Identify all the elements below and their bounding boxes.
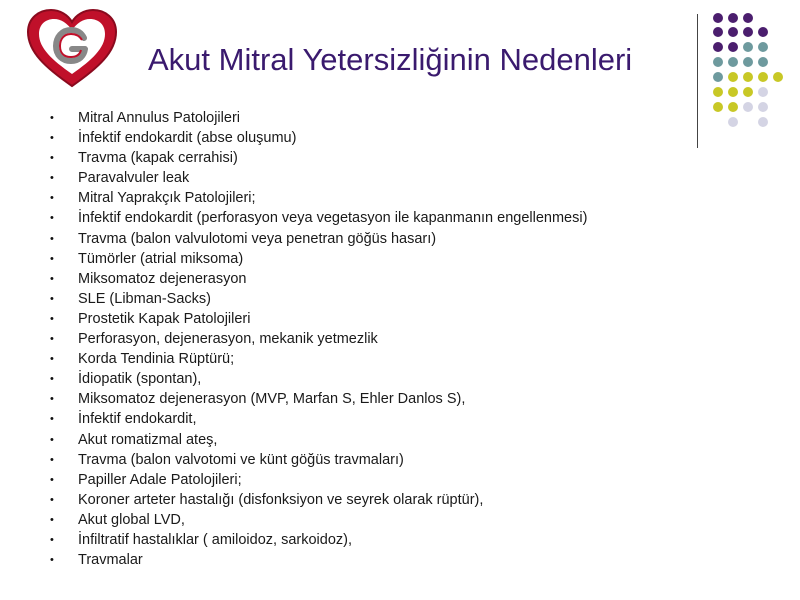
list-item-text: Travma (balon valvulotomi veya penetran göğüs hasarı) xyxy=(78,230,437,247)
decor-dot xyxy=(713,87,723,97)
decor-dot xyxy=(713,27,723,37)
bullet-icon: • xyxy=(50,192,54,205)
list-item xyxy=(48,108,587,128)
list-item xyxy=(48,289,587,309)
list-item xyxy=(48,510,587,530)
decor-dot xyxy=(758,102,768,112)
list-item xyxy=(48,389,587,409)
list-item-text: Perforasyon, dejenerasyon, mekanik yetmezlik xyxy=(78,331,378,348)
bullet-icon: • xyxy=(50,513,54,526)
bullet-icon: • xyxy=(50,413,54,426)
decor-dot xyxy=(713,72,723,82)
list-item xyxy=(48,329,587,349)
decor-dot xyxy=(743,13,753,23)
list-item-text: Travmalar xyxy=(78,552,143,569)
decor-dot xyxy=(713,102,723,112)
list-item-text: İnfiltratif hastalıklar ( amiloidoz, sarkoidoz), xyxy=(78,531,352,548)
decor-dot xyxy=(743,87,753,97)
list-item-text: SLE (Libman-Sacks) xyxy=(78,290,211,307)
decor-dot xyxy=(728,72,738,82)
list-item xyxy=(48,430,587,450)
bullet-icon: • xyxy=(50,433,54,446)
bullet-icon: • xyxy=(50,373,54,386)
list-item-text: İnfektif endokardit, xyxy=(78,411,197,428)
bullet-icon: • xyxy=(50,132,54,145)
list-item xyxy=(48,148,587,168)
list-item-text: Akut global LVD, xyxy=(78,511,185,528)
list-item xyxy=(48,490,587,510)
bullet-icon: • xyxy=(50,312,54,325)
list-item-text: Tümörler (atrial miksoma) xyxy=(78,250,244,267)
list-item-text: Mitral Yaprakçık Patolojileri; xyxy=(78,190,256,207)
list-item-text: İnfektif endokardit (perforasyon veya vegetasyon ile kapanmanın engellenmesi) xyxy=(78,210,588,227)
decor-dot xyxy=(728,27,738,37)
decor-dot xyxy=(728,13,738,23)
list-item xyxy=(48,309,587,329)
decor-dot xyxy=(743,72,753,82)
decor-dot xyxy=(728,42,738,52)
list-item-text: Prostetik Kapak Patolojileri xyxy=(78,310,251,327)
decor-dot xyxy=(758,117,768,127)
bullet-icon: • xyxy=(50,493,54,506)
list-item-text: Travma (kapak cerrahisi) xyxy=(78,150,238,167)
list-item xyxy=(48,208,587,228)
decor-dot xyxy=(743,102,753,112)
bullet-icon: • xyxy=(50,333,54,346)
list-item xyxy=(48,269,587,289)
list-item xyxy=(48,409,587,429)
cause-list xyxy=(48,108,587,570)
bullet-icon: • xyxy=(50,152,54,165)
decor-dot xyxy=(758,87,768,97)
bullet-icon: • xyxy=(50,212,54,225)
decor-dot xyxy=(758,72,768,82)
list-item-text: İnfektif endokardit (abse oluşumu) xyxy=(78,130,297,147)
bullet-icon: • xyxy=(50,393,54,406)
bullet-icon: • xyxy=(50,353,54,366)
bullet-icon: • xyxy=(50,453,54,466)
bullet-icon: • xyxy=(50,554,54,567)
bullet-icon: • xyxy=(50,533,54,546)
decor-dot xyxy=(743,57,753,67)
list-item-text: Mitral Annulus Patolojileri xyxy=(78,110,240,126)
heart-logo-icon xyxy=(26,8,118,90)
list-item-text: Papiller Adale Patolojileri; xyxy=(78,471,242,488)
bullet-icon: • xyxy=(50,292,54,305)
bullet-icon: • xyxy=(50,172,54,185)
decor-dot xyxy=(728,87,738,97)
list-item xyxy=(48,128,587,148)
list-item xyxy=(48,249,587,269)
list-item-text: Miksomatoz dejenerasyon xyxy=(78,270,247,287)
list-item-text: Koroner arteter hastalığı (disfonksiyon ve seyrek olarak rüptür), xyxy=(78,491,484,508)
decor-dot xyxy=(713,13,723,23)
list-item xyxy=(48,550,587,570)
bullet-icon: • xyxy=(50,252,54,265)
decor-dot xyxy=(728,57,738,67)
decor-dot xyxy=(773,72,783,82)
list-item xyxy=(48,188,587,208)
decor-dot xyxy=(758,42,768,52)
list-item-text: Akut romatizmal ateş, xyxy=(78,431,218,448)
list-item xyxy=(48,168,587,188)
decor-dot xyxy=(758,27,768,37)
decor-dot xyxy=(728,117,738,127)
decor-dot xyxy=(743,42,753,52)
list-item xyxy=(48,369,587,389)
list-item xyxy=(48,470,587,490)
list-item xyxy=(48,349,587,369)
list-item-text: Korda Tendinia Rüptürü; xyxy=(78,351,235,368)
decor-dot xyxy=(728,102,738,112)
decor-dot xyxy=(758,57,768,67)
list-item-text: Travma (balon valvotomi ve künt göğüs travmaları) xyxy=(78,451,404,468)
bullet-icon: • xyxy=(50,232,54,245)
list-item-text: İdiopatik (spontan), xyxy=(78,371,202,388)
bullet-icon: • xyxy=(50,112,54,124)
list-item xyxy=(48,450,587,470)
slide-title: Akut Mitral Yetersizliğinin Nedenleri xyxy=(148,42,633,77)
decor-dot xyxy=(713,57,723,67)
decor-dot xyxy=(743,27,753,37)
decor-dot xyxy=(713,42,723,52)
bullet-icon: • xyxy=(50,473,54,486)
divider-line xyxy=(697,14,698,148)
list-item xyxy=(48,530,587,550)
list-item xyxy=(48,229,587,249)
list-item-text: Miksomatoz dejenerasyon (MVP, Marfan S, Ehler Danlos S), xyxy=(78,391,466,408)
list-item-text: Paravalvuler leak xyxy=(78,170,190,187)
bullet-icon: • xyxy=(50,272,54,285)
